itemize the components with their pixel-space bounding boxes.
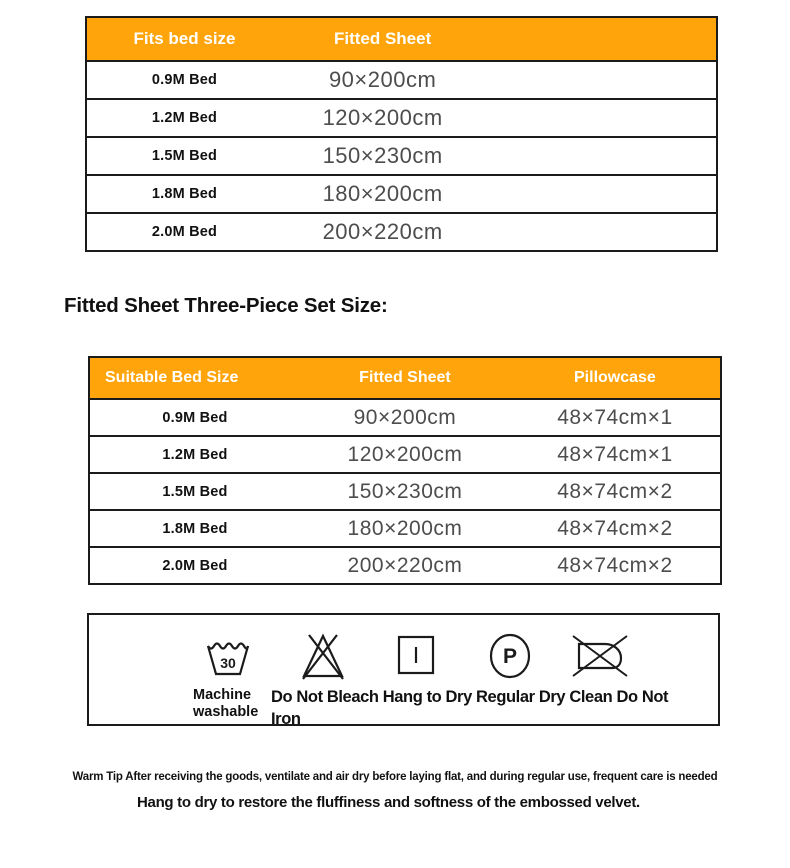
table-row	[90, 546, 720, 583]
care-symbols-label	[271, 686, 731, 731]
bed-size-cell: 1.5M Bed	[162, 483, 228, 500]
set-size-title: Fitted Sheet Three-Piece Set Size:	[64, 294, 388, 317]
bed-size-cell: 1.2M Bed	[162, 446, 228, 463]
sheet-size-cell: 150×230cm	[322, 143, 443, 168]
sheet-size-cell: 90×200cm	[328, 67, 437, 92]
machine-wash-30-icon	[205, 640, 251, 678]
table-row	[87, 98, 716, 136]
sheet-size-cell: 120×200cm	[347, 442, 463, 466]
do-not-bleach-icon	[299, 629, 347, 681]
bed-size-cell: 1.2M Bed	[151, 110, 218, 126]
table-row	[87, 212, 716, 250]
header-suitable-bed-size: Suitable Bed Size	[105, 369, 239, 386]
sheet-size-cell: 180×200cm	[347, 516, 463, 540]
header-pillowcase: Pillowcase	[574, 369, 656, 386]
three-piece-set-table	[88, 356, 722, 585]
header-fits-bed-size: Fits bed size	[133, 29, 236, 48]
care-instructions-box	[87, 613, 720, 729]
bed-size-cell: 0.9M Bed	[162, 409, 228, 426]
header-fitted-sheet: Fitted Sheet	[359, 369, 451, 386]
dry-clean-letter: P	[502, 645, 518, 668]
hang-to-dry-icon	[395, 632, 437, 678]
table-row	[90, 398, 720, 435]
pillowcase-cell: 48×74cm×1	[557, 405, 673, 429]
bed-size-cell: 0.9M Bed	[151, 72, 218, 88]
sheet-size-cell: 90×200cm	[353, 405, 457, 429]
sheet-size-cell: 120×200cm	[322, 105, 443, 130]
fits-bed-size-table	[85, 16, 718, 252]
set-table-header	[90, 358, 720, 398]
pillowcase-cell: 48×74cm×2	[557, 479, 673, 503]
care-label-line: Iron	[271, 710, 301, 729]
table-row	[87, 60, 716, 98]
pillowcase-cell: 48×74cm×2	[557, 516, 673, 540]
hang-dry-note: Hang to dry to restore the fluffiness and softness of the embossed velvet.	[137, 794, 640, 811]
bed-size-cell: 1.8M Bed	[162, 520, 228, 537]
bed-size-cell: 2.0M Bed	[151, 224, 218, 240]
wash-temp-label: 30	[220, 655, 236, 671]
table-row	[90, 509, 720, 546]
table-row	[87, 136, 716, 174]
sheet-size-cell: 200×220cm	[347, 553, 463, 577]
sheet-size-cell: 180×200cm	[322, 181, 443, 206]
care-label-line: Do Not Bleach Hang to Dry Regular Dry Clean Do Not	[271, 688, 669, 706]
dry-clean-p-icon	[487, 631, 533, 681]
table-row	[90, 435, 720, 472]
header-fitted-sheet: Fitted Sheet	[333, 29, 432, 48]
sheet-size-cell: 150×230cm	[347, 479, 463, 503]
pillowcase-cell: 48×74cm×1	[557, 442, 673, 466]
machine-washable-label: Machine washable	[193, 687, 259, 721]
warm-tip-text: Warm Tip After receiving the goods, ventilate and air dry before laying flat, and during regular use, frequent care is needed	[72, 771, 718, 783]
bed-size-cell: 1.5M Bed	[151, 148, 218, 164]
table-row	[87, 174, 716, 212]
size-table-header	[87, 18, 716, 60]
do-not-iron-icon	[571, 631, 629, 681]
pillowcase-cell: 48×74cm×2	[557, 553, 673, 577]
bed-size-cell: 2.0M Bed	[162, 557, 228, 574]
bed-size-cell: 1.8M Bed	[151, 186, 218, 202]
table-row	[90, 472, 720, 509]
sheet-size-cell: 200×220cm	[322, 219, 443, 244]
